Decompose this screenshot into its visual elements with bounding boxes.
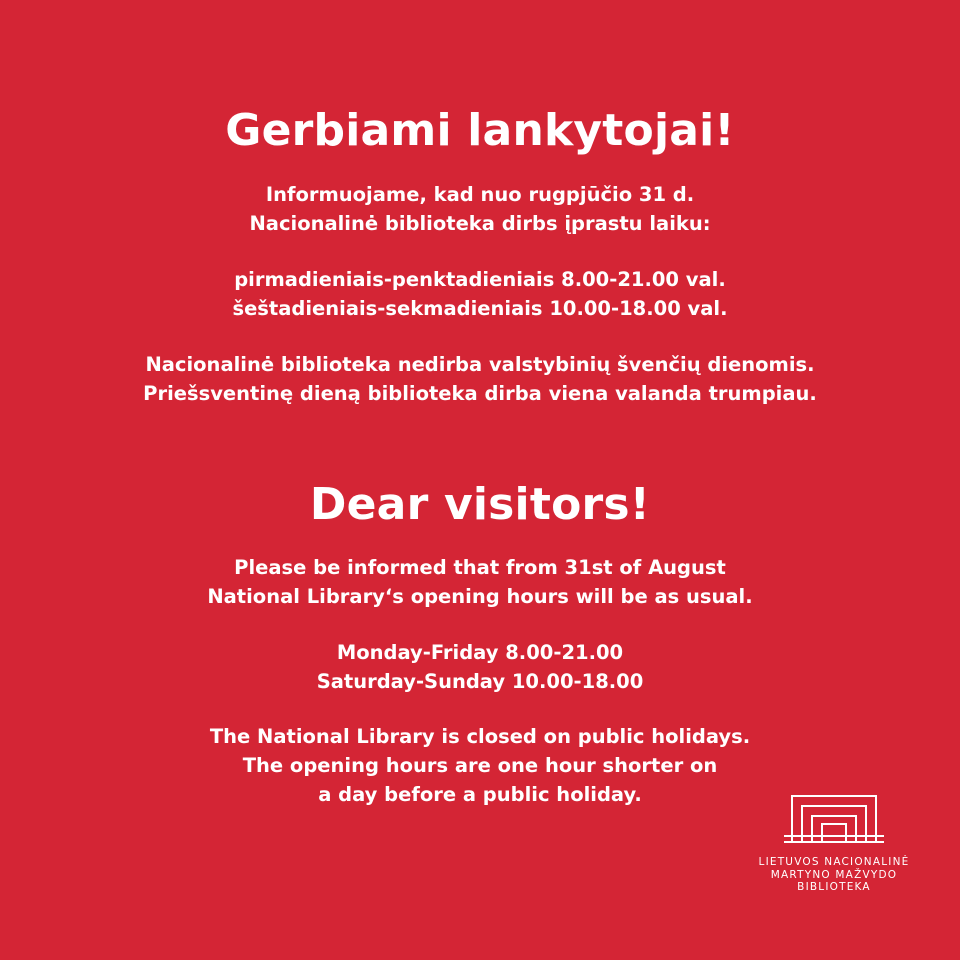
english-hours bbox=[0, 638, 960, 696]
library-logo-text bbox=[752, 856, 916, 894]
lithuanian-closed-note bbox=[0, 350, 960, 408]
english-intro bbox=[0, 553, 960, 611]
lithuanian-closed-line: Nacionalinė biblioteka nedirba valstybinių švenčių dienomis. bbox=[145, 353, 815, 376]
library-logo bbox=[752, 792, 916, 902]
english-closed-line: The opening hours are one hour shorter on bbox=[242, 754, 718, 777]
library-building-icon bbox=[784, 792, 884, 844]
english-title: Dear visitors! bbox=[309, 479, 651, 530]
lithuanian-title: Gerbiami lankytojai! bbox=[225, 105, 735, 156]
english-closed-line: a day before a public holiday. bbox=[318, 783, 642, 806]
english-hours-weekend: Saturday-Sunday 10.00-18.00 bbox=[316, 670, 644, 693]
english-intro-line: Please be informed that from 31st of August bbox=[234, 556, 726, 579]
english-hours-weekdays: Monday-Friday 8.00-21.00 bbox=[336, 641, 624, 664]
logo-text-line: MARTYNO MAŽVYDO bbox=[770, 868, 898, 881]
english-closed-line: The National Library is closed on public holidays. bbox=[209, 725, 751, 748]
lithuanian-hours bbox=[0, 265, 960, 323]
logo-text-line: BIBLIOTEKA bbox=[797, 881, 871, 893]
lithuanian-closed-line: Priešsventinę dieną biblioteka dirba viena valanda trumpiau. bbox=[143, 382, 817, 405]
lithuanian-hours-weekend: šeštadieniais-sekmadieniais 10.00-18.00 val. bbox=[232, 297, 728, 320]
lithuanian-intro-line: Nacionalinė biblioteka dirbs įprastu laiku: bbox=[249, 212, 711, 235]
english-intro-line: National Library‘s opening hours will be as usual. bbox=[207, 585, 753, 608]
logo-text-line: LIETUVOS NACIONALINĖ bbox=[758, 856, 910, 868]
lithuanian-intro-line: Informuojame, kad nuo rugpjūčio 31 d. bbox=[265, 183, 695, 206]
lithuanian-intro bbox=[0, 180, 960, 238]
lithuanian-hours-weekdays: pirmadieniais-penktadieniais 8.00-21.00 val. bbox=[234, 268, 726, 291]
